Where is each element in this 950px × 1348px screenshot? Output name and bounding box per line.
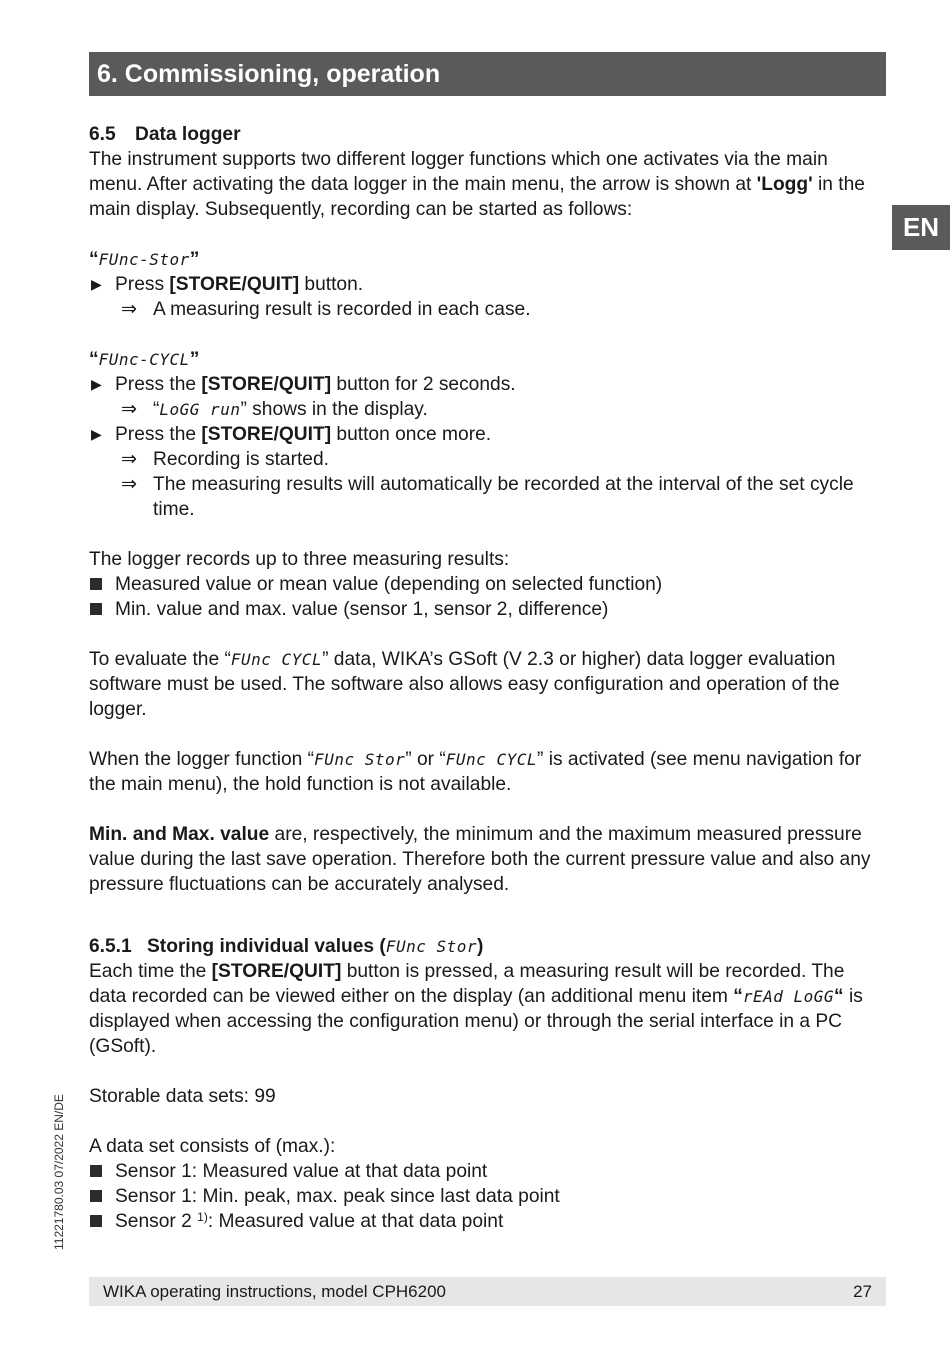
result-text: shows in the display. <box>246 399 428 420</box>
language-tab <box>892 205 950 250</box>
step-text: button once more. <box>331 424 492 445</box>
logg-label: 'Logg' <box>756 174 813 195</box>
step-text: Press <box>115 274 170 295</box>
list-item-text: Sensor 1: Measured value at that data point <box>115 1161 488 1182</box>
paragraph-text: is activated (see menu navigation for the main menu), the hold function is not available. <box>89 749 862 795</box>
main-content <box>89 122 879 1234</box>
list-item <box>89 1209 879 1234</box>
action-step <box>89 272 879 297</box>
heading-title: Storing individual values ( <box>147 936 386 957</box>
button-name: [STORE/QUIT] <box>201 424 332 445</box>
bullet-square-icon <box>90 603 102 615</box>
paragraph-text: or <box>411 749 440 770</box>
result-text: Recording is started. <box>153 449 329 470</box>
footer-title: WIKA operating instructions, model CPH6200 <box>103 1282 447 1301</box>
storable-data-sets: Storable data sets: 99 <box>89 1086 276 1107</box>
func-cycl-label: “FUnc-CYCL” <box>89 349 200 370</box>
list-item <box>89 597 879 622</box>
func-stor-label: “FUnc-Stor” <box>89 249 200 270</box>
step-text: button. <box>299 274 364 295</box>
paragraph-text: is displayed when accessing the configuration menu) or through the serial interface in a PC (GSoft). <box>89 986 863 1057</box>
result-arrow-icon: ⇒ <box>121 299 138 320</box>
language-tab-label: EN <box>902 212 940 242</box>
lcd-text: LoGG run <box>159 400 241 419</box>
action-step <box>89 372 879 397</box>
intro-paragraph <box>89 147 879 222</box>
step-text: Press the <box>115 374 202 395</box>
result-text: The measuring results will automatically be recorded at the interval of the set cycle time. <box>153 474 854 520</box>
list-item-text: Sensor 1: Min. peak, max. peak since last data point <box>115 1186 560 1207</box>
result-arrow-icon: ⇒ <box>121 399 138 420</box>
page-number: 27 <box>853 1282 872 1301</box>
section-title-bar <box>89 52 886 96</box>
page-footer <box>89 1277 886 1306</box>
list-item-text: Min. value and max. value (sensor 1, sensor 2, difference) <box>115 599 609 620</box>
action-arrow-icon: ▶ <box>91 376 102 392</box>
lcd-text: rEAd LoGG <box>742 987 835 1006</box>
footnote-marker: 1) <box>197 1210 208 1224</box>
button-name: [STORE/QUIT] <box>211 961 342 982</box>
lcd-text: FUnc Stor <box>385 937 478 956</box>
section-title: 6. Commissioning, operation <box>97 60 441 88</box>
button-name: [STORE/QUIT] <box>169 274 300 295</box>
paragraph-text: Each time the <box>89 961 212 982</box>
lcd-text: FUnc CYCL <box>230 650 323 669</box>
heading-6-5-1 <box>89 934 879 959</box>
lcd-text: FUnc Stor <box>314 750 406 769</box>
min-max-paragraph <box>89 822 879 897</box>
bullet-square-icon <box>90 1165 102 1177</box>
list-item-text: Sensor 2 <box>115 1211 198 1232</box>
result-arrow-icon: ⇒ <box>121 474 138 495</box>
result-step <box>89 447 879 472</box>
list-item-text: : Measured value at that data point <box>207 1211 504 1232</box>
heading-6-5 <box>89 122 879 147</box>
gsoft-paragraph: To evaluate the “FUnc CYCL” data, WIKA’s GSoft (V 2.3 or higher) data logger evaluation software must be used. The software also allows easy configuration and operation of the logger. <box>89 649 840 720</box>
storing-paragraph: Each time the [STORE/QUIT] button is pressed, a measuring result will be recorded. The data recorded can be viewed either on the display (an additional menu item “rEAd LoGG“ is displayed when accessing the configuration menu) or through the serial interface in a PC (GSoft). <box>89 961 863 1057</box>
intro-text-end: in the main display. Subsequently, recording can be started as follows: <box>89 174 865 220</box>
bold-term: Min. and Max. value <box>89 824 270 845</box>
paragraph-text: To evaluate the <box>89 649 225 670</box>
paragraph-text: When the logger function <box>89 749 308 770</box>
action-step <box>89 422 879 447</box>
list-item-text: Measured value or mean value (depending on selected function) <box>115 574 663 595</box>
heading-number: 6.5 <box>89 124 116 145</box>
button-name: [STORE/QUIT] <box>201 374 332 395</box>
result-step: ⇒ “LoGG run” shows in the display. <box>121 399 428 420</box>
action-arrow-icon: ▶ <box>91 276 102 292</box>
data-set-intro: A data set consists of (max.): <box>89 1136 336 1157</box>
heading-number: 6.5.1 <box>89 936 132 957</box>
list-item <box>89 572 879 597</box>
result-arrow-icon: ⇒ <box>121 449 138 470</box>
paragraph-text: are, respectively, the minimum and the maximum measured pressure value during the last save operation. Therefore both the current pressure value and also any pressure fluctuations can be accurately analysed. <box>89 824 871 895</box>
step-text: button for 2 seconds. <box>331 374 516 395</box>
bullet-square-icon <box>90 578 102 590</box>
paragraph-text: data, WIKA’s GSoft (V 2.3 or higher) data logger evaluation software must be used. The software also allows easy configuration and operation of the logger. <box>89 649 840 720</box>
heading-title: Data logger <box>135 124 241 145</box>
document-code: 11221780.03 07/2022 EN/DE <box>52 1094 66 1250</box>
bullet-square-icon <box>90 1190 102 1202</box>
result-text: A measuring result is recorded in each case. <box>153 299 531 320</box>
intro-text: The instrument supports two different logger functions which one activates via the main menu. After activating the data logger in the main menu, the arrow is shown at <box>89 149 828 195</box>
paragraph-text: button is pressed, a measuring result will be recorded. The data recorded can be viewed either on the display (an additional menu item <box>89 961 845 1007</box>
logger-records-paragraph: The logger records up to three measuring results: <box>89 549 510 570</box>
list-item <box>89 1184 879 1209</box>
heading-title-close: ) <box>477 936 484 957</box>
list-item <box>89 1159 879 1184</box>
action-arrow-icon: ▶ <box>91 426 102 442</box>
lcd-text: FUnc-Stor <box>98 250 190 269</box>
result-step <box>89 297 879 322</box>
lcd-text: FUnc-CYCL <box>98 350 190 369</box>
hold-function-paragraph: When the logger function “FUnc Stor” or “FUnc CYCL” is activated (see menu navigation for the main menu), the hold function is not available. <box>89 749 862 795</box>
bullet-square-icon <box>90 1215 102 1227</box>
lcd-text: FUnc CYCL <box>445 750 537 769</box>
result-step <box>89 472 879 522</box>
step-text: Press the <box>115 424 202 445</box>
